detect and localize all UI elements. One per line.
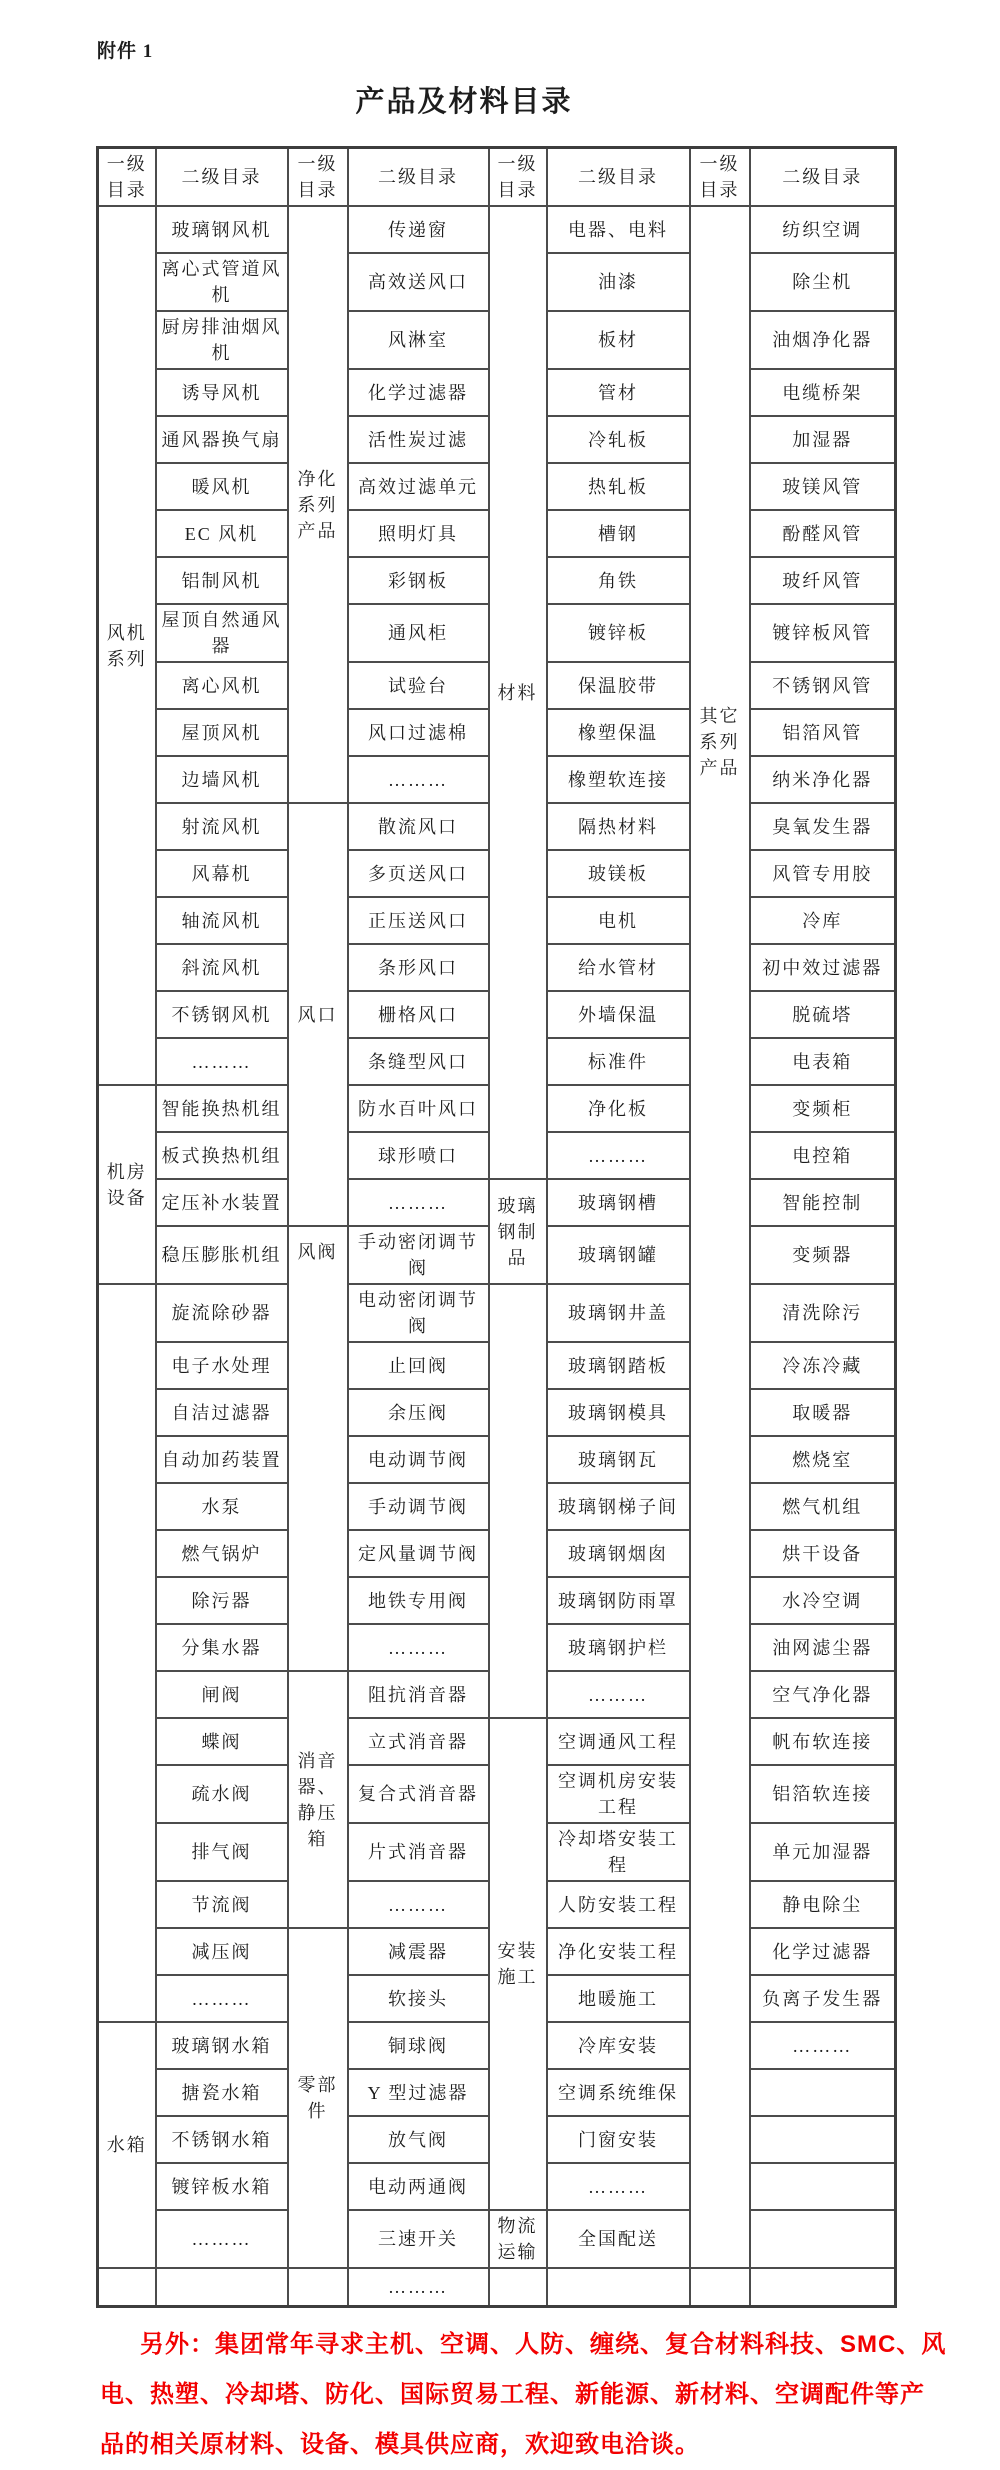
level2-item-cell: 板材 [547, 311, 690, 369]
level2-item-cell: Y 型过滤器 [348, 2069, 489, 2116]
header-cell: 二级目录 [156, 148, 288, 207]
table-row [98, 2210, 896, 2268]
level2-item-cell: 水泵 [156, 1483, 288, 1530]
level2-item-cell: 定压补水装置 [156, 1179, 288, 1226]
level2-item-cell [750, 2210, 896, 2268]
catalog-table-body [98, 148, 896, 2307]
level2-item-cell: 镀锌板风管 [750, 604, 896, 662]
level2-item-cell: 玻璃钢踏板 [547, 1342, 690, 1389]
level2-item-cell: 搪瓷水箱 [156, 2069, 288, 2116]
page-title: 产品及材料目录 [355, 86, 573, 118]
table-row [98, 1284, 896, 1342]
level2-item-cell: 玻璃钢井盖 [547, 1284, 690, 1342]
level2-item-cell: 稳压膨胀机组 [156, 1226, 288, 1284]
level2-item-cell: 纳米净化器 [750, 756, 896, 803]
level2-item-cell: 隔热材料 [547, 803, 690, 850]
level2-item-cell: 疏水阀 [156, 1765, 288, 1823]
footer-line: 品的相关原材料、设备、模具供应商，欢迎致电洽谈。 [100, 2430, 700, 2458]
level2-item-cell: 电机 [547, 897, 690, 944]
level2-item-cell: ……… [547, 2163, 690, 2210]
level2-item-cell: 水冷空调 [750, 1577, 896, 1624]
level2-item-cell: 板式换热机组 [156, 1132, 288, 1179]
table-row [98, 2268, 896, 2306]
level2-item-cell: 轴流风机 [156, 897, 288, 944]
level2-item-cell: 电动两通阀 [348, 2163, 489, 2210]
level2-item-cell: 电器、电料 [547, 206, 690, 253]
level1-category-cell [98, 1284, 156, 2022]
level2-item-cell: 玻璃钢罐 [547, 1226, 690, 1284]
level2-item-cell: 复合式消音器 [348, 1765, 489, 1823]
level2-item-cell: 变频器 [750, 1226, 896, 1284]
level2-item-cell: 玻璃钢槽 [547, 1179, 690, 1226]
level2-item-cell: 风淋室 [348, 311, 489, 369]
level2-item-cell: 屋顶风机 [156, 709, 288, 756]
level2-item-cell: 燃气机组 [750, 1483, 896, 1530]
level2-item-cell: 自动加药装置 [156, 1436, 288, 1483]
attachment-label: 附件 1 [97, 41, 154, 62]
header-cell: 一级目录 [489, 148, 547, 207]
level2-item-cell: 加湿器 [750, 416, 896, 463]
level2-item-cell: 厨房排油烟风机 [156, 311, 288, 369]
level2-item-cell: 条形风口 [348, 944, 489, 991]
level2-item-cell: 智能控制 [750, 1179, 896, 1226]
level2-item-cell: 边墙风机 [156, 756, 288, 803]
level1-category-cell: 玻璃钢制品 [489, 1179, 547, 1284]
level2-item-cell: 纺织空调 [750, 206, 896, 253]
level2-item-cell: 分集水器 [156, 1624, 288, 1671]
level2-item-cell: 标准件 [547, 1038, 690, 1085]
level2-item-cell: 取暖器 [750, 1389, 896, 1436]
level2-item-cell: 管材 [547, 369, 690, 416]
footer-line: 另外：集团常年寻求主机、空调、人防、缠绕、复合材料科技、SMC、风 [140, 2330, 947, 2358]
level2-item-cell: 三速开关 [348, 2210, 489, 2268]
footer-line: 电、热塑、冷却塔、防化、国际贸易工程、新能源、新材料、空调配件等产 [100, 2380, 925, 2408]
level2-item-cell: 闸阀 [156, 1671, 288, 1718]
level2-item-cell: 电控箱 [750, 1132, 896, 1179]
level1-category-cell: 消音器、静压箱 [288, 1671, 348, 1928]
level2-item-cell: 铝箔风管 [750, 709, 896, 756]
level2-item-cell: 橡塑保温 [547, 709, 690, 756]
level2-item-cell: 烘干设备 [750, 1530, 896, 1577]
level2-item-cell: 减压阀 [156, 1928, 288, 1975]
level2-item-cell: 手动调节阀 [348, 1483, 489, 1530]
level2-item-cell: 玻璃钢水箱 [156, 2022, 288, 2069]
level2-item-cell: 油漆 [547, 253, 690, 311]
level2-item-cell: 手动密闭调节阀 [348, 1226, 489, 1284]
level2-item-cell: 正压送风口 [348, 897, 489, 944]
level2-item-cell: 玻璃钢防雨罩 [547, 1577, 690, 1624]
level1-category-cell: 零部件 [288, 1928, 348, 2268]
level2-item-cell: 诱导风机 [156, 369, 288, 416]
level2-item-cell: 酚醛风管 [750, 510, 896, 557]
header-cell: 一级目录 [690, 148, 750, 207]
level1-category-cell [489, 2268, 547, 2306]
level2-item-cell: ……… [348, 1624, 489, 1671]
level2-item-cell: ……… [348, 1179, 489, 1226]
header-cell: 二级目录 [348, 148, 489, 207]
level2-item-cell: 除尘机 [750, 253, 896, 311]
level2-item-cell: 不锈钢水箱 [156, 2116, 288, 2163]
header-cell: 一级目录 [98, 148, 156, 207]
level2-item-cell: 净化安装工程 [547, 1928, 690, 1975]
level1-category-cell: 其它系列产品 [690, 206, 750, 2268]
level2-item-cell: ……… [348, 756, 489, 803]
level2-item-cell: 空调通风工程 [547, 1718, 690, 1765]
header-row [98, 148, 896, 207]
catalog-table [96, 146, 897, 2308]
level2-item-cell: 外墙保温 [547, 991, 690, 1038]
level1-category-cell: 材料 [489, 206, 547, 1179]
level2-item-cell: 地暖施工 [547, 1975, 690, 2022]
level2-item-cell: 放气阀 [348, 2116, 489, 2163]
header-cell: 二级目录 [547, 148, 690, 207]
level2-item-cell: 传递窗 [348, 206, 489, 253]
level2-item-cell: 立式消音器 [348, 1718, 489, 1765]
level2-item-cell: 静电除尘 [750, 1881, 896, 1928]
level2-item-cell: 负离子发生器 [750, 1975, 896, 2022]
level2-item-cell: 变频柜 [750, 1085, 896, 1132]
level2-item-cell: 高效过滤单元 [348, 463, 489, 510]
level2-item-cell: 玻纤风管 [750, 557, 896, 604]
level2-item-cell: ……… [156, 1038, 288, 1085]
level2-item-cell: 冷库安装 [547, 2022, 690, 2069]
level2-item-cell: 空调机房安装工程 [547, 1765, 690, 1823]
level2-item-cell: 镀锌板 [547, 604, 690, 662]
level2-item-cell: 照明灯具 [348, 510, 489, 557]
level1-category-cell: 风口 [288, 803, 348, 1226]
level1-category-cell: 风机系列 [98, 206, 156, 1085]
level1-category-cell [690, 2268, 750, 2306]
level2-item-cell: 橡塑软连接 [547, 756, 690, 803]
level2-item-cell: 玻镁风管 [750, 463, 896, 510]
level2-item-cell: 冷冻冷藏 [750, 1342, 896, 1389]
level2-item-cell: 槽钢 [547, 510, 690, 557]
level2-item-cell: 玻璃钢瓦 [547, 1436, 690, 1483]
level1-category-cell: 水箱 [98, 2022, 156, 2268]
level2-item-cell: 余压阀 [348, 1389, 489, 1436]
level2-item-cell: 化学过滤器 [750, 1928, 896, 1975]
level1-category-cell [98, 2268, 156, 2306]
level2-item-cell: 通风器换气扇 [156, 416, 288, 463]
level2-item-cell: 智能换热机组 [156, 1085, 288, 1132]
level2-item-cell: EC 风机 [156, 510, 288, 557]
level1-category-cell: 风阀 [288, 1226, 348, 1671]
level2-item-cell: 门窗安装 [547, 2116, 690, 2163]
level2-item-cell: 燃气锅炉 [156, 1530, 288, 1577]
level2-item-cell: 铝制风机 [156, 557, 288, 604]
level2-item-cell: 栅格风口 [348, 991, 489, 1038]
level2-item-cell: 冷库 [750, 897, 896, 944]
level2-item-cell: ……… [547, 1132, 690, 1179]
level2-item-cell: 玻璃钢模具 [547, 1389, 690, 1436]
level2-item-cell: 空气净化器 [750, 1671, 896, 1718]
level2-item-cell: 防水百叶风口 [348, 1085, 489, 1132]
level2-item-cell: 定风量调节阀 [348, 1530, 489, 1577]
level2-item-cell: 玻璃钢烟囱 [547, 1530, 690, 1577]
level2-item-cell: 屋顶自然通风器 [156, 604, 288, 662]
level2-item-cell: ……… [750, 2022, 896, 2069]
level2-item-cell: 旋流除砂器 [156, 1284, 288, 1342]
level2-item-cell: 化学过滤器 [348, 369, 489, 416]
level2-item-cell: 初中效过滤器 [750, 944, 896, 991]
level2-item-cell: ……… [348, 2268, 489, 2306]
level2-item-cell: 射流风机 [156, 803, 288, 850]
level2-item-cell: 多页送风口 [348, 850, 489, 897]
level2-item-cell: 清洗除污 [750, 1284, 896, 1342]
level2-item-cell: ……… [156, 2210, 288, 2268]
level2-item-cell: 热轧板 [547, 463, 690, 510]
level2-item-cell: 高效送风口 [348, 253, 489, 311]
level2-item-cell [156, 2268, 288, 2306]
level2-item-cell: 臭氧发生器 [750, 803, 896, 850]
level2-item-cell: 冷却塔安装工程 [547, 1823, 690, 1881]
level2-item-cell: 电表箱 [750, 1038, 896, 1085]
level2-item-cell: 玻璃钢护栏 [547, 1624, 690, 1671]
level2-item-cell: 软接头 [348, 1975, 489, 2022]
level2-item-cell: 风管专用胶 [750, 850, 896, 897]
level2-item-cell [750, 2116, 896, 2163]
level2-item-cell: 不锈钢风管 [750, 662, 896, 709]
level1-category-cell: 安装施工 [489, 1718, 547, 2210]
table-row [98, 1718, 896, 1765]
level2-item-cell: 单元加湿器 [750, 1823, 896, 1881]
header-cell: 一级目录 [288, 148, 348, 207]
level2-item-cell: 电动密闭调节阀 [348, 1284, 489, 1342]
level2-item-cell: 除污器 [156, 1577, 288, 1624]
level2-item-cell: 保温胶带 [547, 662, 690, 709]
level2-item-cell: 自洁过滤器 [156, 1389, 288, 1436]
level2-item-cell: 人防安装工程 [547, 1881, 690, 1928]
level2-item-cell: 电子水处理 [156, 1342, 288, 1389]
level2-item-cell: 试验台 [348, 662, 489, 709]
level2-item-cell: 角铁 [547, 557, 690, 604]
level2-item-cell: ……… [348, 1881, 489, 1928]
level2-item-cell: 散流风口 [348, 803, 489, 850]
level2-item-cell: 油网滤尘器 [750, 1624, 896, 1671]
level2-item-cell: 空调系统维保 [547, 2069, 690, 2116]
level2-item-cell: 地铁专用阀 [348, 1577, 489, 1624]
level2-item-cell: 斜流风机 [156, 944, 288, 991]
level2-item-cell: 镀锌板水箱 [156, 2163, 288, 2210]
level2-item-cell [750, 2163, 896, 2210]
level2-item-cell: ……… [547, 1671, 690, 1718]
level2-item-cell: 风幕机 [156, 850, 288, 897]
level2-item-cell: 帆布软连接 [750, 1718, 896, 1765]
level2-item-cell: 电缆桥架 [750, 369, 896, 416]
level2-item-cell: 活性炭过滤 [348, 416, 489, 463]
level2-item-cell: 片式消音器 [348, 1823, 489, 1881]
level2-item-cell [750, 2268, 896, 2306]
level1-category-cell: 净化系列产品 [288, 206, 348, 803]
level2-item-cell: 电动调节阀 [348, 1436, 489, 1483]
level2-item-cell: 燃烧室 [750, 1436, 896, 1483]
level2-item-cell: 离心式管道风机 [156, 253, 288, 311]
level1-category-cell: 物流运输 [489, 2210, 547, 2268]
level2-item-cell: 脱硫塔 [750, 991, 896, 1038]
table-row [98, 1179, 896, 1226]
level2-item-cell: 止回阀 [348, 1342, 489, 1389]
level2-item-cell: ……… [156, 1975, 288, 2022]
level2-item-cell: 全国配送 [547, 2210, 690, 2268]
level2-item-cell: 球形喷口 [348, 1132, 489, 1179]
level2-item-cell: 条缝型风口 [348, 1038, 489, 1085]
level1-category-cell: 机房设备 [98, 1085, 156, 1284]
level2-item-cell: 蝶阀 [156, 1718, 288, 1765]
table-row [98, 206, 896, 253]
level2-item-cell: 彩钢板 [348, 557, 489, 604]
level2-item-cell: 通风柜 [348, 604, 489, 662]
level2-item-cell: 给水管材 [547, 944, 690, 991]
level1-category-cell [288, 2268, 348, 2306]
level2-item-cell: 暖风机 [156, 463, 288, 510]
footer-note [100, 2320, 988, 2470]
level2-item-cell: 减震器 [348, 1928, 489, 1975]
level2-item-cell: 净化板 [547, 1085, 690, 1132]
level1-category-cell [489, 1284, 547, 1718]
level2-item-cell: 油烟净化器 [750, 311, 896, 369]
level2-item-cell: 离心风机 [156, 662, 288, 709]
level2-item-cell: 玻镁板 [547, 850, 690, 897]
level2-item-cell: 风口过滤棉 [348, 709, 489, 756]
level2-item-cell: 不锈钢风机 [156, 991, 288, 1038]
level2-item-cell: 玻璃钢梯子间 [547, 1483, 690, 1530]
level2-item-cell [547, 2268, 690, 2306]
level2-item-cell: 阻抗消音器 [348, 1671, 489, 1718]
level2-item-cell: 玻璃钢风机 [156, 206, 288, 253]
level2-item-cell: 节流阀 [156, 1881, 288, 1928]
level2-item-cell: 冷轧板 [547, 416, 690, 463]
level2-item-cell: 铝箔软连接 [750, 1765, 896, 1823]
header-cell: 二级目录 [750, 148, 896, 207]
level2-item-cell [750, 2069, 896, 2116]
level2-item-cell: 排气阀 [156, 1823, 288, 1881]
level2-item-cell: 铜球阀 [348, 2022, 489, 2069]
page [0, 36, 1000, 2462]
